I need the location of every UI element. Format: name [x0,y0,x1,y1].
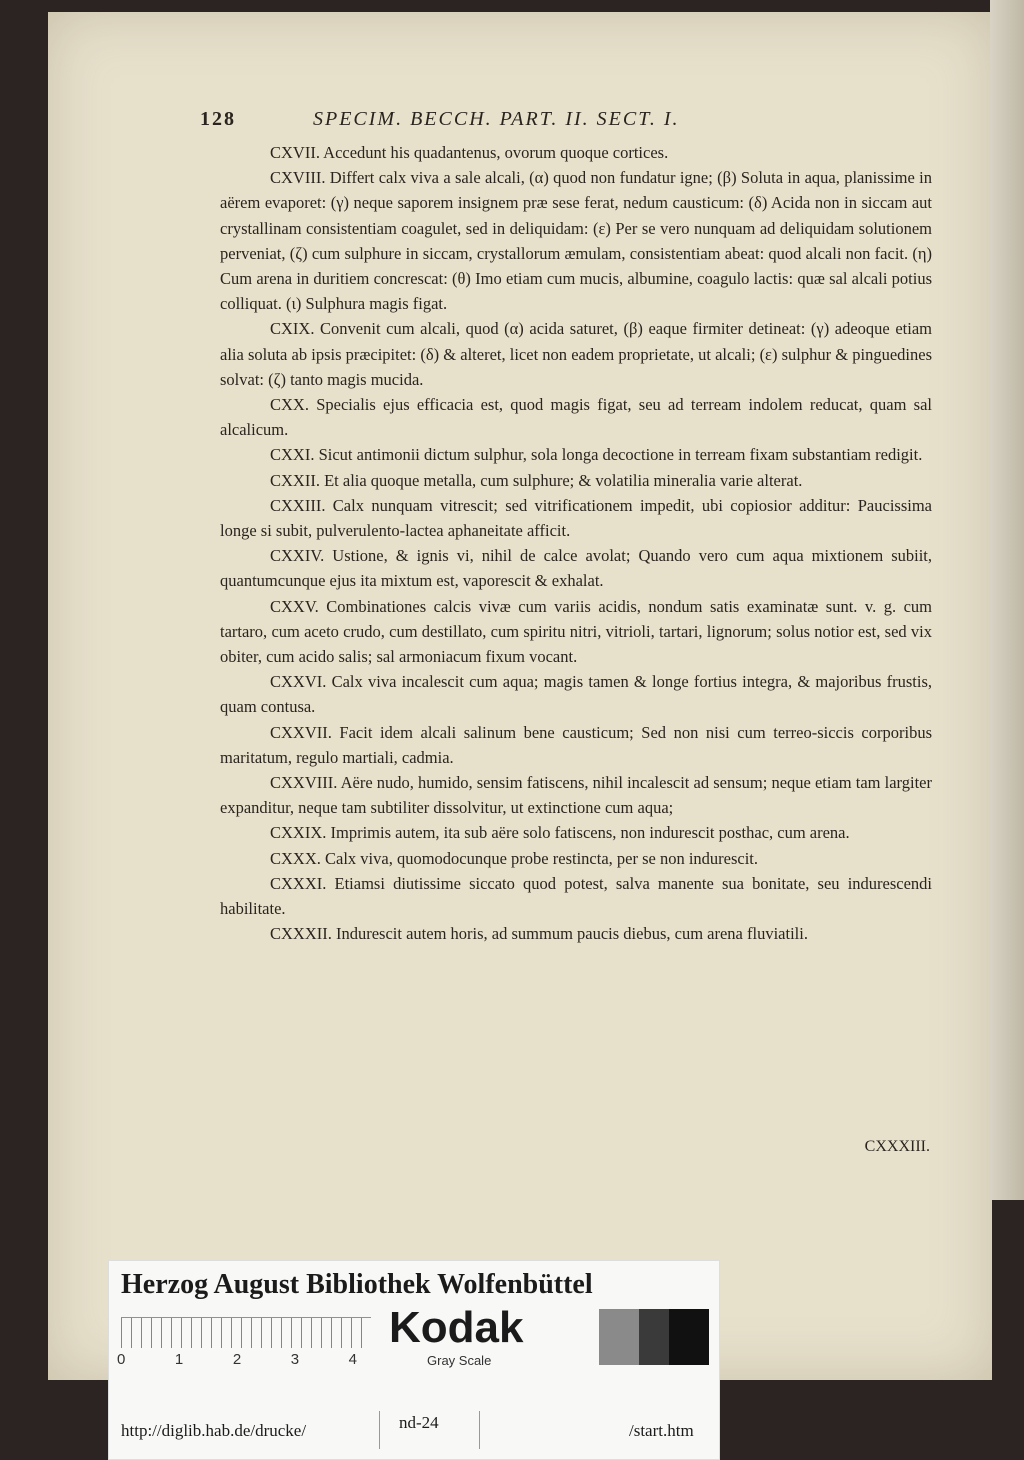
paragraph: CXXIX. Imprimis autem, ita sub aëre solo fatiscens, non indurescit posthac, cum arena. [270,823,850,843]
ruler [121,1317,371,1348]
paragraph: CXXVIII. Aëre nudo, humido, sensim fatiscens, nihil incalescit ad sensum; neque etiam tam largiter expanditur, neque tam subtiliter dissolvitur, ut extinctione cum aqua; [220,773,932,818]
ruler-number: 2 [232,1351,242,1368]
paragraph: CXX. Specialis ejus efficacia est, quod magis figat, seu ad terream indolem reducat, quam sal alcalicum. [220,395,932,440]
kodak-logo: Kodak [389,1303,524,1352]
url-left: http://diglib.hab.de/drucke/ [121,1421,307,1440]
ruler-number: 4 [348,1351,357,1368]
shelfmark: nd-24 [399,1413,439,1432]
ruler-numbers [117,1351,357,1368]
ruler-number: 3 [290,1351,300,1368]
paragraph: CXXIV. Ustione, & ignis vi, nihil de calce avolat; Quando vero cum aqua mixtionem subiit, quantumcunque ejus ita mixtum est, vaporescit & exhalat. [220,546,932,591]
paragraph: CXXV. Combinationes calcis vivæ cum variis acidis, nondum satis examinatæ sunt. v. g. cum tartaro, cum aceto crudo, cum destillato, cum spiritu nitri, vitrioli, tartari, lignorum; solus notior est, sed vix obiter, cum acido salis; sal armoniacum fixum vocant. [220,596,932,667]
paragraph: CXXIII. Calx nunquam vitrescit; sed vitrificationem impedit, ubi copiosior additur: Paucissima longe si subit, pulverulento-lactea aphaneitate afficit. [220,495,932,541]
page-edge [990,0,1024,1200]
paragraph: CXXX. Calx viva, quomodocunque probe restincta, per se non indurescit. [270,848,759,868]
paragraph: CXXI. Sicut antimonii dictum sulphur, sola longa decoctione in terream fixam substantiam redigit. [270,445,923,465]
divider [479,1411,480,1449]
paragraph: CXXXI. Etiamsi diutissime siccato quod potest, salva manente sua bonitate, seu indurescendi habilitate. [220,873,932,919]
library-name: Herzog August Bibliothek Wolfenbüttel [121,1269,593,1300]
paragraph: CXVII. Accedunt his quadantenus, ovorum quoque cortices. [270,143,669,162]
divider [379,1411,380,1449]
paragraph: CXXVII. Facit idem alcali salinum bene causticum; Sed non nisi cum terreo-siccis corporibus maritatum, regulo martiali, cadmia. [220,722,932,767]
ruler-number: 0 [117,1351,126,1368]
paragraph: CXXXII. Indurescit autem horis, ad summum paucis diebus, cum arena fluviatili. [270,924,808,944]
page-number: 128 [200,108,236,130]
running-title: SPECIM. BECCH. PART. II. SECT. I. [313,108,680,130]
catchword: CXXXIII. [864,1138,930,1155]
gray-swatch [669,1309,709,1365]
gray-scale-label: Gray Scale [427,1353,492,1368]
library-card [108,1260,720,1460]
url-right: /start.htm [629,1421,694,1440]
gray-swatch [599,1309,639,1365]
ruler-number: 1 [174,1351,184,1368]
paragraph: CXXII. Et alia quoque metalla, cum sulphure; & volatilia mineralia varie alterat. [270,470,803,490]
paragraph: CXXVI. Calx viva incalescit cum aqua; magis tamen & longe fortius integra, & majoribus frustis, quam contusa. [220,672,932,717]
running-header [200,108,900,131]
body-text [220,140,932,947]
paragraph: CXIX. Convenit cum alcali, quod (α) acida saturet, (β) eaque firmiter detineat: (γ) adeoque etiam alia soluta ab ipsis præcipitet: (δ) & alteret, licet non eadem proprietate, ut alcali; (ε) sulphur & pinguedines solvat: (ζ) tanto magis mucida. [220,319,932,389]
paragraph: CXVIII. Differt calx viva a sale alcali, (α) quod non fundatur igne; (β) Soluta in aqua, planissime in aërem evaporet: (γ) neque saporem insignem præ sese ferat, nedum causticum: (δ) Acida non in siccam aut crystallinam consistentiam coagulet, sed in deliquidam: (ε) Per se vero nunquam ad deliquidam solutionem perveniat, (ζ) cum sulphure in siccam, crystallorum æmulam, consistentiam abeat: quod alcali non facit. (η) Cum arena in duritiem concrescat: (θ) Imo etiam cum mucis, albumine, coagulo lactis: quæ sal alcali potius colliquat. (ι) Sulphura magis figat. [220,168,932,314]
